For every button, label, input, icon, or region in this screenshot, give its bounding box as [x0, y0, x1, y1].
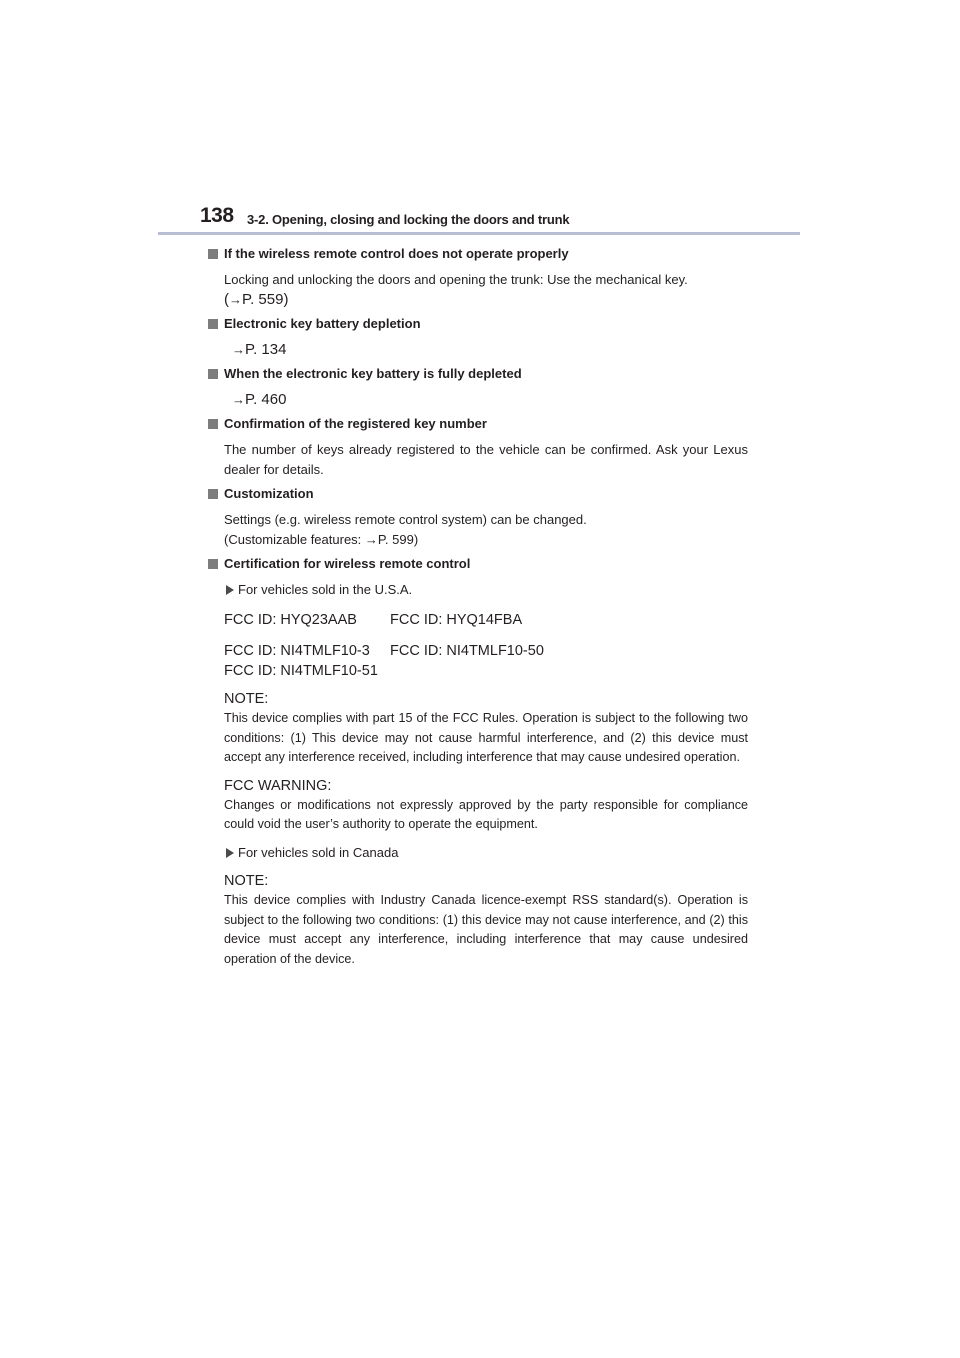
- square-bullet-icon: [208, 489, 218, 499]
- section-battery-depletion: [208, 314, 748, 360]
- triangle-bullet-icon: [226, 848, 234, 858]
- fcc-id: FCC ID: NI4TMLF10-50: [390, 643, 544, 659]
- fcc-id-row: [224, 641, 748, 661]
- section-reference: [232, 390, 748, 410]
- section-heading: Electronic key battery depletion: [208, 314, 748, 334]
- section-heading: Certification for wireless remote control: [208, 554, 748, 574]
- note-text: This device complies with part 15 of the FCC Rules. Operation is subject to the following two conditions: (1) This device may not cause harmful interference, and (2) this device must accept any interference received, including interference that may cause undesired operation.: [224, 711, 748, 765]
- triangle-bullet-icon: [226, 585, 234, 595]
- section-reference: [232, 340, 748, 360]
- section-heading: Customization: [208, 484, 748, 504]
- fcc-id: FCC ID: NI4TMLF10-51: [224, 663, 378, 679]
- note-label: NOTE:: [224, 872, 269, 889]
- page-reference[interactable]: P. 460: [245, 391, 287, 408]
- section-text: Locking and unlocking the doors and opening the trunk: Use the mechanical key. (→P. 559): [224, 272, 688, 308]
- section-battery-fully-depleted: [208, 364, 748, 410]
- section-heading: If the wireless remote control does not operate properly: [208, 244, 748, 264]
- page-reference[interactable]: P. 559: [242, 291, 284, 308]
- fcc-id: FCC ID: HYQ14FBA: [390, 612, 523, 628]
- section-text: The number of keys already registered to the vehicle can be confirmed. Ask your Lexus dealer for details.: [224, 442, 748, 477]
- section-heading: Confirmation of the registered key number: [208, 414, 748, 434]
- square-bullet-icon: [208, 559, 218, 569]
- section-customization: [208, 484, 748, 550]
- square-bullet-icon: [208, 319, 218, 329]
- arrow-icon: →: [364, 532, 378, 547]
- section-certification: [208, 554, 748, 969]
- square-bullet-icon: [208, 369, 218, 379]
- warning-text: Changes or modifications not expressly approved by the party responsible for compliance could void the user’s authority to operate the equipment.: [224, 797, 748, 832]
- square-bullet-icon: [208, 419, 218, 429]
- chapter-title: 3-2. Opening, closing and locking the doors and trunk: [247, 212, 570, 227]
- arrow-icon: →: [229, 292, 242, 307]
- canada-subheading: For vehicles sold in Canada: [224, 843, 748, 863]
- usa-subheading: For vehicles sold in the U.S.A.: [224, 580, 748, 600]
- section-text: Settings (e.g. wireless remote control system) can be changed. (Customizable features: →P. 599): [224, 512, 587, 547]
- square-bullet-icon: [208, 249, 218, 259]
- page-reference[interactable]: P. 134: [245, 341, 287, 358]
- arrow-icon: →: [232, 342, 245, 357]
- warning-label: FCC WARNING:: [224, 777, 332, 794]
- page-number: 138: [200, 204, 234, 227]
- page-content: [208, 244, 748, 969]
- fcc-id-row: [224, 610, 748, 630]
- fcc-id: FCC ID: HYQ23AAB: [224, 612, 357, 628]
- fcc-id: FCC ID: NI4TMLF10-3: [224, 643, 370, 659]
- section-registered-key-number: [208, 414, 748, 480]
- note-text: This device complies with Industry Canada licence-exempt RSS standard(s). Operation is subject to the following two conditions: (1) this device may not cause interference, and (2) this device must accept any interference, including interference that may cause undesired operation of the device.: [224, 892, 748, 966]
- section-remote-not-operating: [208, 244, 748, 310]
- header-rule: [158, 232, 800, 235]
- page-reference[interactable]: P. 599: [377, 532, 414, 547]
- section-heading: When the electronic key battery is fully depleted: [208, 364, 748, 384]
- arrow-icon: →: [232, 392, 245, 407]
- note-label: NOTE:: [224, 691, 269, 707]
